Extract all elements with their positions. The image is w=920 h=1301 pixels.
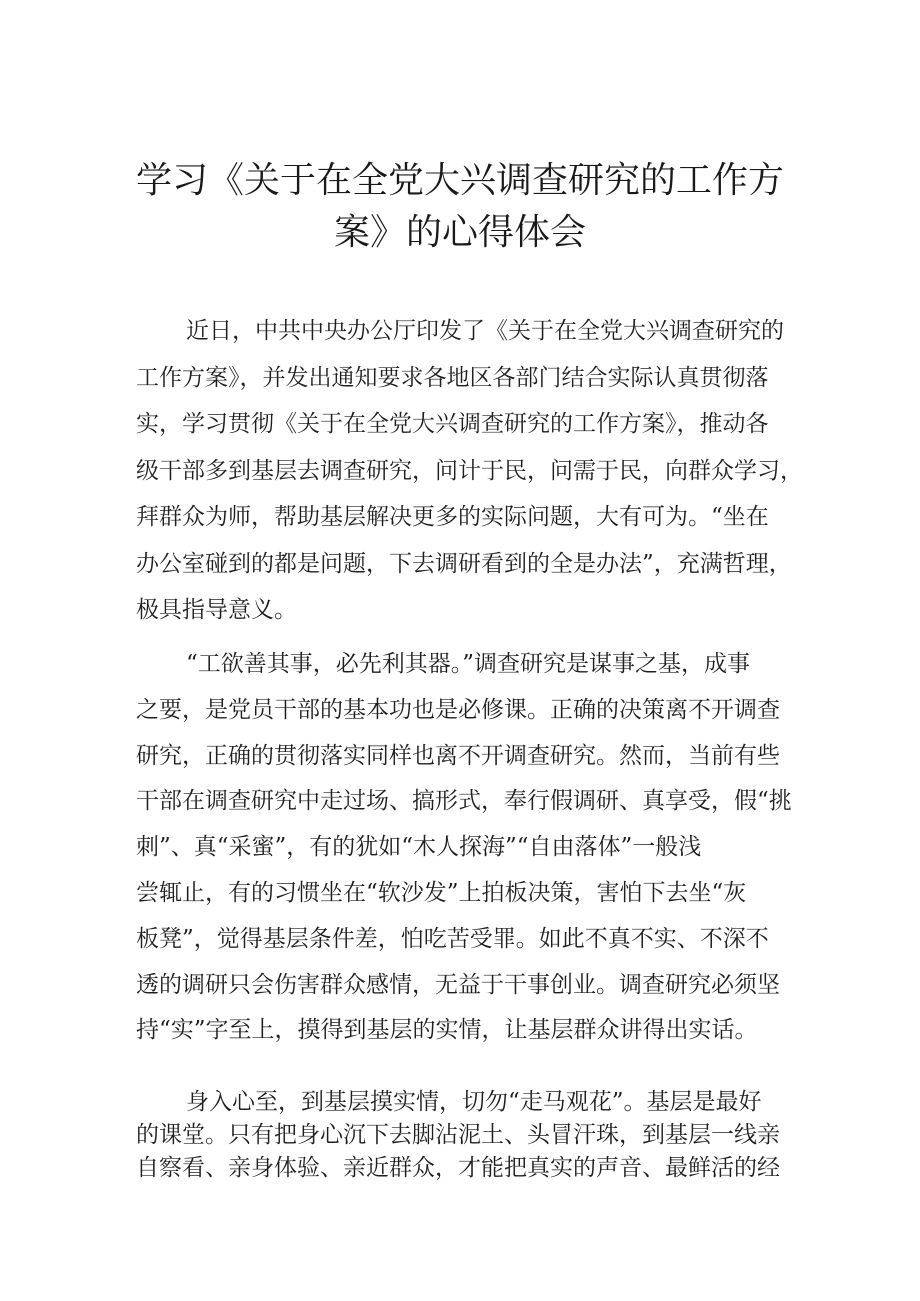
paragraph-line: 板凳”，觉得基层条件差，怕吃苦受罪。如此不真不实、不深不 (136, 925, 769, 952)
paragraph-line: 近日，中共中央办公厅印发了《关于在全党大兴调查研究的 (186, 318, 784, 344)
paragraph-line: 刺”、真“采蜜”，有的犹如“木人探海”“自由落体”一般浅 (136, 834, 702, 861)
paragraph-line: 工作方案》，并发出通知要求各地区各部门结合实际认真贯彻落 (136, 364, 769, 391)
paragraph-line: 拜群众为师，帮助基层解决更多的实际问题，大有可为。“坐在 (136, 504, 769, 530)
paragraph-line: 之要，是党员干部的基本功也是必修课。正确的决策离不开调查 (136, 696, 780, 723)
paragraph-line: 身入心至，到基层摸实情，切勿“走马观花”。基层是最好 (186, 1089, 762, 1115)
paragraph-line: 研究，正确的贯彻落实同样也离不开调查研究。然而，当前有些 (136, 742, 780, 769)
paragraph-line: 的课堂。只有把身心沉下去脚沾泥土、头冒汗珠，到基层一线亲 (136, 1122, 780, 1148)
paragraph-line: 办公室碰到的都是问题，下去调研看到的全是办法”，充满哲理， (136, 550, 792, 577)
paragraph-3 (136, 1086, 792, 1185)
paragraph-2 (136, 642, 792, 1054)
paragraph-line: 自察看、亲身体验、亲近群众，才能把真实的声音、最鲜活的经 (136, 1155, 780, 1181)
paragraph-line: 持“实”字至上，摸得到基层的实情，让基层群众讲得出实话。 (136, 1017, 758, 1044)
paragraph-line: 实，学习贯彻《关于在全党大兴调查研究的工作方案》，推动各 (136, 411, 769, 437)
paragraph-line: 级干部多到基层去调查研究，问计于民，问需于民，向群众学习， (136, 457, 803, 484)
title-line: 案》的心得体会 (333, 212, 586, 253)
paragraph-line: 干部在调查研究中走过场、搞形式，奉行假调研、真享受，假“挑 (136, 788, 792, 815)
paragraph-line: 透的调研只会伤害群众感情，无益于干事创业。调查研究必须坚 (136, 971, 780, 998)
paragraph-line: “工欲善其事，必先利其器。”调查研究是谋事之基，成事 (186, 651, 751, 677)
title-line: 学习《关于在全党大兴调查研究的工作方 (135, 160, 784, 201)
paragraph-1 (136, 308, 803, 634)
paragraph-line: 尝辄止，有的习惯坐在“软沙发”上拍板决策，害怕下去坐“灰 (136, 879, 747, 906)
paragraph-line: 极具指导意义。 (136, 597, 297, 623)
document-title (100, 155, 820, 259)
